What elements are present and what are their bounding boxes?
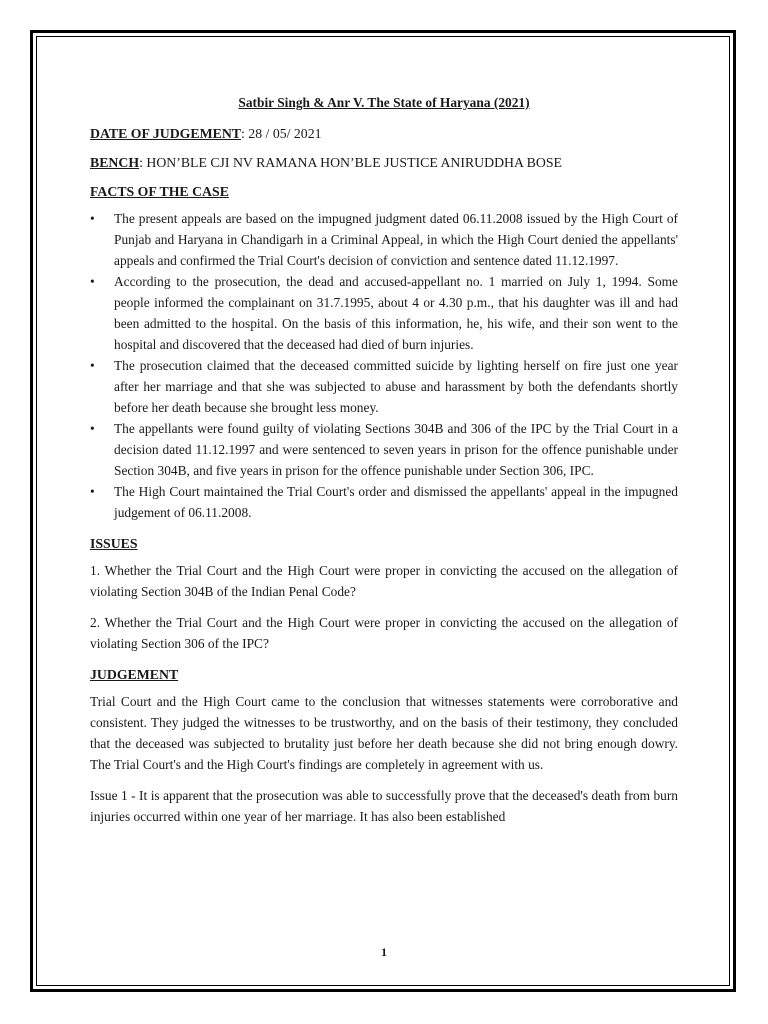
fact-item: • The appellants were found guilty of violating Sections 304B and 306 of the IPC by the Trial Court in a decision dated 11.12.1997 and were sentenced to seven years in prison for the offence punishable under Section 304B, and five years in prison for the offence punishable under Section 306, IPC. (114, 418, 678, 481)
judgement-paragraph: Trial Court and the High Court came to the conclusion that witnesses statements were corroborative and consistent. They judged the witnesses to be trustworthy, and on the basis of their testimony, they concluded that the deceased was subjected to brutality just before her death because she did not bring enough dowry. The Trial Court's and the High Court's findings are completely in agreement with us. (90, 694, 678, 772)
bench-value: : HON’BLE CJI NV RAMANA HON’BLE JUSTICE ANIRUDDHA BOSE (139, 155, 562, 170)
judgement-paragraph: Issue 1 - It is apparent that the prosecution was able to successfully prove that the deceased's death from burn injuries occurred within one year of her marriage. It has also been established (90, 788, 678, 824)
date-label: DATE OF JUDGEMENT (90, 126, 242, 141)
fact-item: • The prosecution claimed that the deceased committed suicide by lighting herself on fire just one year after her marriage and that she was subjected to abuse and harassment by both the defendants shortly before her death because she brought less money. (114, 355, 678, 418)
fact-item: • The present appeals are based on the impugned judgment dated 06.11.2008 issued by the High Court of Punjab and Haryana in Chandigarh in a Criminal Appeal, in which the High Court denied the appellants' appeals and confirmed the Trial Court's decision of conviction and sentence dated 11.12.1997. (114, 208, 678, 271)
facts-heading: FACTS OF THE CASE (90, 184, 229, 199)
document-body (90, 92, 678, 837)
fact-item: • The High Court maintained the Trial Court's order and dismissed the appellants' appeal in the impugned judgement of 06.11.2008. (114, 481, 678, 523)
bench-label: BENCH (90, 155, 140, 170)
bench (90, 152, 678, 173)
document-title: Satbir Singh & Anr V. The State of Haryana (2021) (238, 95, 530, 110)
fact-item: • According to the prosecution, the dead and accused-appellant no. 1 married on July 1, 1994. Some people informed the complainant on 31.7.1995, about 4 or 4.30 p.m., that his daughter was ill and had been admitted to the hospital. On the basis of this information, he, his wife, and their son went to the hospital and discovered that the deceased had died of burn injuries. (114, 271, 678, 355)
page-number: 1 (381, 945, 387, 959)
judgement-heading: JUDGEMENT (90, 667, 179, 682)
issues-heading: ISSUES (90, 536, 138, 551)
date-value: : 28 / 05/ 2021 (241, 126, 322, 141)
issue-item: 1. Whether the Trial Court and the High Court were proper in convicting the accused on the allegation of violating Section 304B of the Indian Penal Code? (90, 563, 678, 599)
issue-item: 2. Whether the Trial Court and the High Court were proper in convicting the accused on the allegation of violating Section 306 of the IPC? (90, 615, 678, 651)
date-of-judgement (90, 123, 678, 144)
facts-list (90, 208, 678, 523)
